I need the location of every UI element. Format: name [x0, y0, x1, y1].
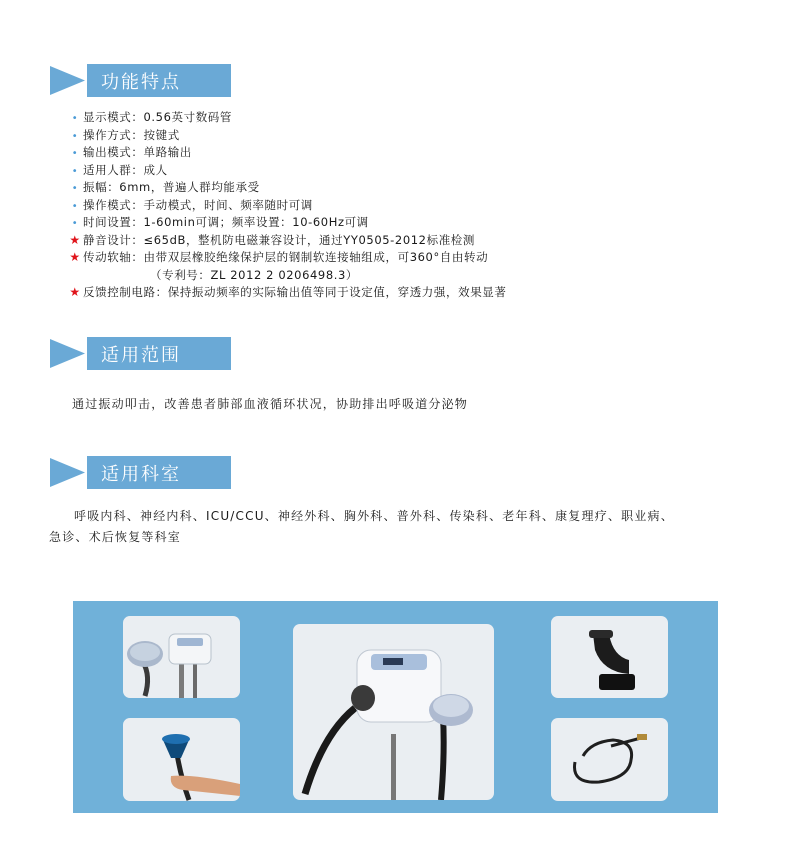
departments-title: 适用科室 [101, 464, 181, 485]
bullet-dot-icon: • [71, 148, 79, 159]
feature-text: 传动软轴：由带双层橡胶绝缘保护层的钢制软连接轴组成，可360°自由转动 [83, 250, 489, 264]
features-header [47, 64, 231, 97]
bullet-dot-icon: • [71, 113, 79, 124]
bullet-dot-icon: • [71, 130, 79, 142]
product-image-panel [73, 601, 718, 813]
feature-item [67, 267, 767, 285]
feature-item [67, 109, 767, 127]
header-arrow-icon [47, 64, 87, 97]
feature-item [67, 249, 767, 267]
flexible-shaft-photo [551, 718, 668, 801]
elbow-connector-photo [551, 616, 668, 698]
feature-text: 输出模式：单路输出 [83, 145, 192, 159]
bullet-dot-icon: • [71, 218, 79, 229]
scope-header [47, 337, 231, 370]
feature-text: 静音设计：≤65dB，整机防电磁兼容设计，通过YY0505-2012标准检测 [83, 232, 475, 247]
feature-text: （专利号：ZL 2012 2 0206498.3） [150, 267, 359, 282]
header-arrow-icon [47, 337, 87, 370]
scope-title: 适用范围 [101, 345, 181, 366]
features-title: 功能特点 [101, 72, 181, 93]
star-icon: ★ [69, 232, 81, 247]
feature-text: 操作方式：按键式 [83, 127, 180, 142]
bullet-dot-icon: • [71, 200, 79, 212]
handheld-applicator-photo [123, 718, 240, 801]
star-icon: ★ [69, 285, 81, 299]
departments-header [47, 456, 231, 489]
features-list [67, 109, 767, 302]
feature-item [67, 144, 767, 162]
feature-item [67, 214, 767, 232]
device-stand-photo [123, 616, 240, 698]
feature-item [67, 162, 767, 180]
scope-text: 通过振动叩击，改善患者肺部血液循环状况，协助排出呼吸道分泌物 [72, 397, 469, 411]
header-arrow-icon [47, 456, 87, 489]
feature-item [67, 127, 767, 145]
feature-item [67, 197, 767, 215]
departments-line1: 呼吸内科、神经内科、ICU/CCU、神经外科、胸外科、普外科、传染科、老年科、康复理疗、职业病、 [74, 509, 674, 523]
bullet-dot-icon: • [71, 165, 79, 177]
feature-text: 反馈控制电路：保持振动频率的实际输出值等同于设定值，穿透力强，效果显著 [83, 285, 507, 299]
feature-text: 时间设置：1-60min可调；频率设置：10-60Hz可调 [83, 215, 369, 229]
departments-line2: 急诊、术后恢复等科室 [49, 530, 182, 544]
bullet-dot-icon: • [71, 183, 79, 194]
feature-text: 适用人群：成人 [83, 162, 168, 177]
feature-item [67, 284, 767, 302]
feature-text: 振幅：6mm，普遍人群均能承受 [83, 180, 260, 194]
main-device-photo [293, 624, 494, 800]
feature-item [67, 179, 767, 197]
star-icon: ★ [69, 250, 81, 264]
feature-text: 操作模式：手动模式，时间、频率随时可调 [83, 197, 313, 212]
feature-text: 显示模式：0.56英寸数码管 [83, 110, 233, 124]
feature-item [67, 232, 767, 250]
